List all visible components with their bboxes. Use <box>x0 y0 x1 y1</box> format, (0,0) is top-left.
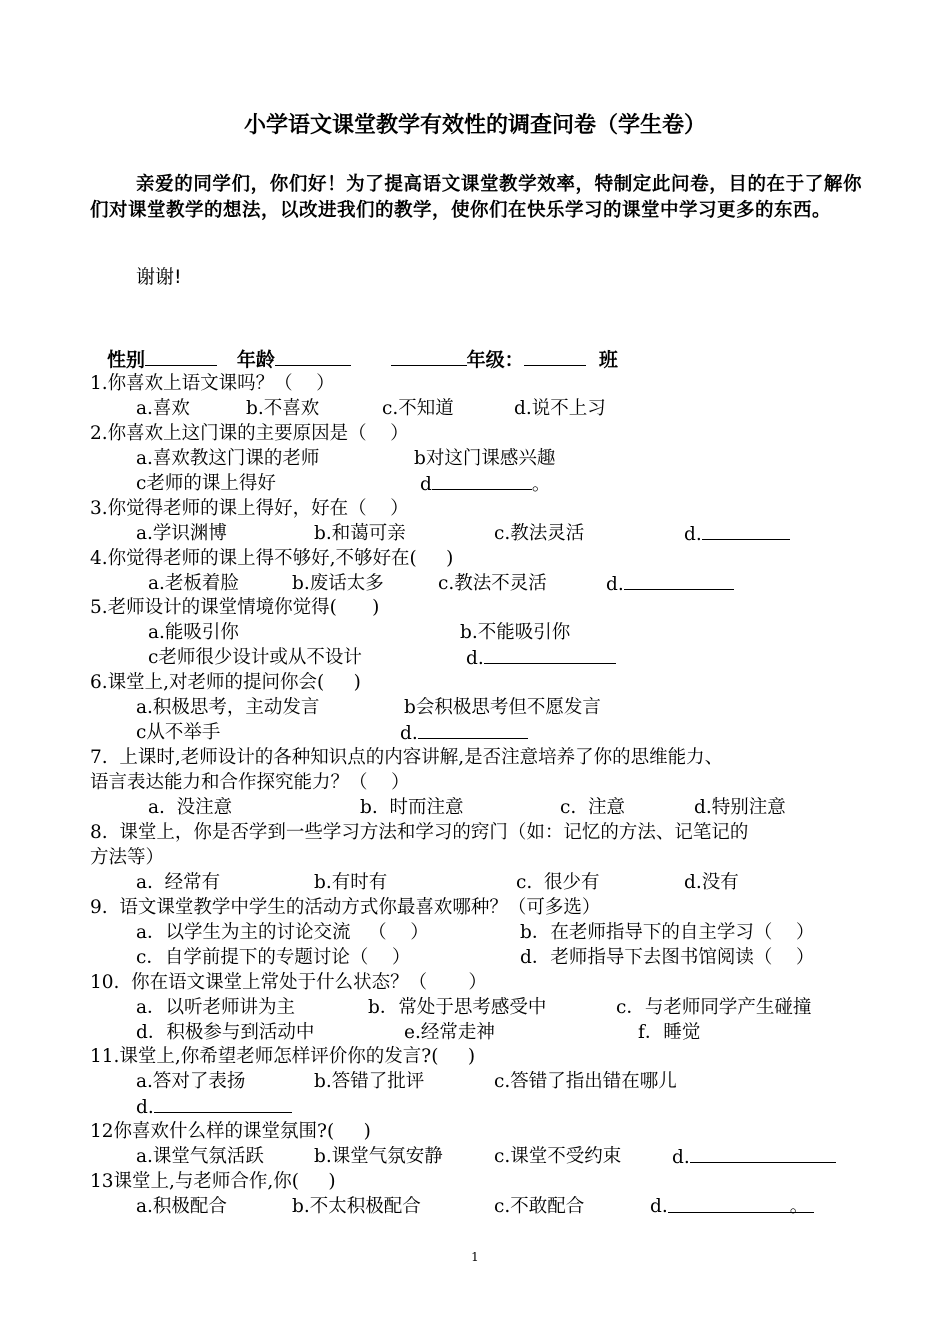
q11-blank[interactable] <box>154 1094 292 1113</box>
q3-option-d[interactable]: d. <box>684 521 790 547</box>
q13-option-d[interactable]: d. 。 <box>650 1194 814 1219</box>
question-13: 13课堂上,与老师合作,你( ) <box>90 1171 336 1192</box>
question-9: 9. 语文课堂教学中学生的活动方式你最喜欢哪种？（可多选） <box>90 897 601 918</box>
q13-option-a[interactable]: a.积极配合 <box>136 1196 227 1217</box>
q4-option-a[interactable]: a.老板着脸 <box>148 573 239 594</box>
q4-option-c[interactable]: c.教法不灵活 <box>438 573 547 594</box>
student-info-fields <box>107 345 618 372</box>
q6-option-d[interactable]: d. <box>400 720 528 746</box>
q10-option-e[interactable]: e.经常走神 <box>404 1022 495 1043</box>
q5-blank[interactable] <box>484 645 616 664</box>
class-label: 班 <box>598 349 618 371</box>
q12-option-a[interactable]: a.课堂气氛活跃 <box>136 1146 264 1167</box>
q10-option-b[interactable]: b．常处于思考感受中 <box>368 997 547 1018</box>
q1-option-b[interactable]: b.不喜欢 <box>246 398 320 419</box>
q6-option-b[interactable]: b会积极思考但不愿发言 <box>404 697 601 718</box>
q2-option-b[interactable]: b对这门课感兴趣 <box>414 448 556 469</box>
question-2: 2.你喜欢上这门课的主要原因是（ ） <box>90 423 409 444</box>
q6-blank[interactable] <box>418 720 528 739</box>
q10-option-a[interactable]: a．以听老师讲为主 <box>136 997 296 1018</box>
intro-paragraph: 亲爱的同学们，你们好！为了提高语文课堂教学效率，特制定此问卷，目的在于了解你们对课堂教学的想法，以改进我们的教学，使你们在快乐学习的课堂中学习更多的东西。 <box>90 174 862 221</box>
q9-option-b[interactable]: b．在老师指导下的自主学习（ ） <box>520 922 815 943</box>
q12-option-b[interactable]: b.课堂气氛安静 <box>314 1146 443 1167</box>
q11-option-b[interactable]: b.答错了批评 <box>314 1071 425 1092</box>
q6-option-a[interactable]: a.积极思考，主动发言 <box>136 697 320 718</box>
question-8: 8. 课堂上，你是否学到一些学习方法和学习的窍门（如：记忆的方法、记笔记的 <box>90 822 749 843</box>
question-11: 11.课堂上,你希望老师怎样评价你的发言?( ) <box>90 1046 476 1067</box>
q3-option-b[interactable]: b.和蔼可亲 <box>314 523 406 544</box>
q4-option-d[interactable]: d. <box>606 571 734 597</box>
age-label: 年龄 <box>236 349 275 371</box>
q3-option-c[interactable]: c.教法灵活 <box>494 523 585 544</box>
q6-option-c[interactable]: c从不举手 <box>136 722 221 743</box>
q1-option-d[interactable]: d.说不上习 <box>514 398 606 419</box>
question-5: 5.老师设计的课堂情境你觉得( ) <box>90 597 380 618</box>
question-4: 4.你觉得老师的课上得不够好,不够好在( ) <box>90 548 454 569</box>
q1-option-c[interactable]: c.不知道 <box>382 398 454 419</box>
q11-option-d[interactable]: d. <box>136 1094 292 1120</box>
q4-option-b[interactable]: b.废话太多 <box>292 573 384 594</box>
q7-option-a[interactable]: a. 没注意 <box>148 797 233 818</box>
q12-option-d[interactable]: d. <box>672 1144 836 1170</box>
q10-option-f[interactable]: f．睡觉 <box>638 1022 701 1043</box>
q13-option-c[interactable]: c.不敢配合 <box>494 1196 585 1217</box>
question-7: 7. 上课时,老师设计的各种知识点的内容讲解,是否注意培养了你的思维能力、 <box>90 747 724 768</box>
age-blank[interactable] <box>275 347 351 366</box>
q4-blank[interactable] <box>624 571 734 590</box>
q10-option-d[interactable]: d．积极参与到活动中 <box>136 1022 315 1043</box>
q11-option-c[interactable]: c.答错了指出错在哪儿 <box>494 1071 677 1092</box>
q8-option-b[interactable]: b.有时有 <box>314 872 388 893</box>
gender-label: 性别 <box>107 349 146 371</box>
q13-blank[interactable]: 。 <box>668 1194 814 1213</box>
thanks-text: 谢谢! <box>136 266 182 288</box>
page-number: 1 <box>471 1250 479 1264</box>
school-blank[interactable] <box>391 347 467 366</box>
q7-option-b[interactable]: b. 时而注意 <box>360 797 464 818</box>
gender-blank[interactable] <box>145 347 217 366</box>
q2-blank[interactable] <box>432 471 532 490</box>
q7-option-c[interactable]: c. 注意 <box>560 797 626 818</box>
q12-blank[interactable] <box>690 1144 836 1163</box>
page-title: 小学语文课堂教学有效性的调查问卷（学生卷） <box>243 113 706 138</box>
grade-blank[interactable] <box>524 347 586 366</box>
question-1: 1.你喜欢上语文课吗？（ ） <box>90 373 335 394</box>
q10-option-c[interactable]: c．与老师同学产生碰撞 <box>616 997 812 1018</box>
q11-option-a[interactable]: a.答对了表扬 <box>136 1071 246 1092</box>
q5-option-c[interactable]: c老师很少设计或从不设计 <box>148 647 362 668</box>
q9-option-d[interactable]: d．老师指导下去图书馆阅读（ ） <box>520 947 815 968</box>
q12-option-c[interactable]: c.课堂不受约束 <box>494 1146 622 1167</box>
question-3: 3.你觉得老师的课上得好，好在（ ） <box>90 498 409 519</box>
q5-option-a[interactable]: a.能吸引你 <box>148 622 239 643</box>
question-7-cont: 语言表达能力和合作探究能力？（ ） <box>90 772 410 793</box>
q8-option-a[interactable]: a. 经常有 <box>136 872 221 893</box>
q3-option-a[interactable]: a.学识渊博 <box>136 523 227 544</box>
question-8-cont: 方法等） <box>90 847 165 868</box>
q2-option-c[interactable]: c老师的课上得好 <box>136 473 276 494</box>
q8-option-c[interactable]: c. 很少有 <box>516 872 600 893</box>
question-6: 6.课堂上,对老师的提问你会( ) <box>90 672 361 693</box>
q5-option-d[interactable]: d. <box>466 645 616 671</box>
question-10: 10. 你在语文课堂上常处于什么状态？（ ） <box>90 972 487 993</box>
q3-blank[interactable] <box>702 521 790 540</box>
q9-option-c[interactable]: c．自学前提下的专题讨论（ ） <box>136 947 411 968</box>
q5-option-b[interactable]: b.不能吸引你 <box>460 622 571 643</box>
q2-option-d[interactable]: d 。 <box>420 471 550 497</box>
question-12: 12你喜欢什么样的课堂氛围?( ) <box>90 1121 371 1142</box>
q2-option-a[interactable]: a.喜欢教这门课的老师 <box>136 448 320 469</box>
q8-option-d[interactable]: d.没有 <box>684 872 739 893</box>
q7-option-d[interactable]: d.特别注意 <box>694 797 786 818</box>
q9-option-a[interactable]: a．以学生为主的讨论交流 （ ） <box>136 922 429 943</box>
q1-option-a[interactable]: a.喜欢 <box>136 398 190 419</box>
grade-label: 年级： <box>466 349 524 371</box>
q13-option-b[interactable]: b.不太积极配合 <box>292 1196 421 1217</box>
